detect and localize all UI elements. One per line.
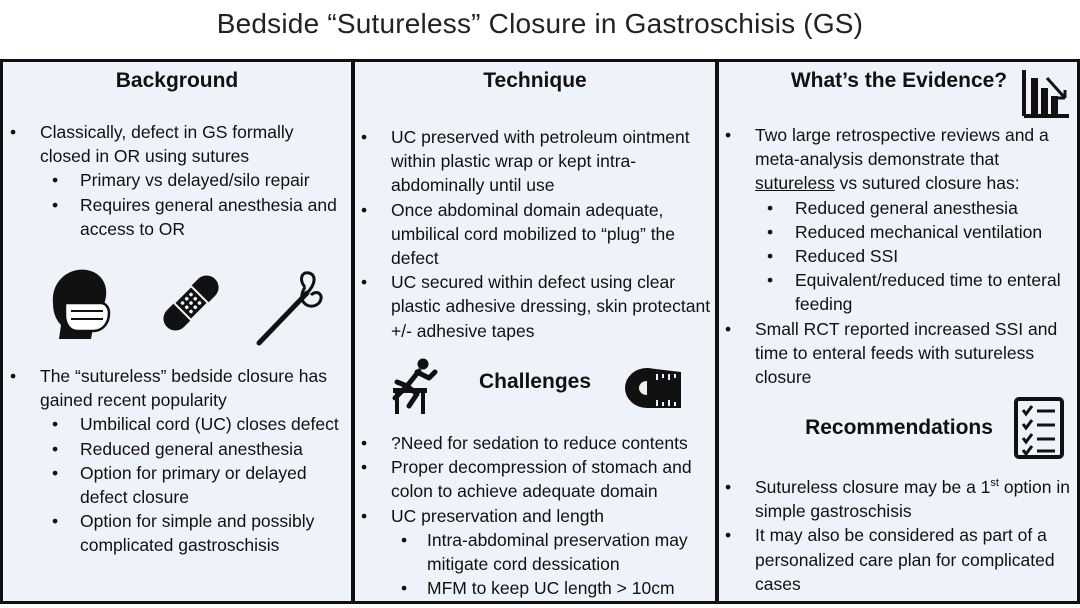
evidence-text: Two large retrospective reviews and a meta-analysis demonstrate that: [755, 125, 1049, 170]
hurdle-runner-icon: [389, 358, 439, 416]
list-item: • Once abdominal domain adequate, umbilical cord mobilized to “plug” the defect: [357, 198, 713, 271]
list-item: • UC secured within defect using clear plastic adhesive dressing, skin protectant +/- adhesive tapes: [357, 270, 713, 343]
list-item: • Intra-abdominal preservation may mitigate cord dessication: [357, 528, 717, 576]
sutureless-underlined: sutureless: [755, 173, 835, 194]
suture-needle-icon: [255, 267, 329, 347]
recommendations-heading: Recommendations: [805, 416, 993, 439]
list-item: • Umbilical cord (UC) closes defect: [6, 412, 350, 436]
evidence-heading: What’s the Evidence?: [790, 69, 1008, 92]
list-item: • Option for primary or delayed defect closure: [6, 461, 350, 509]
checklist-icon: [1013, 396, 1065, 460]
challenges-heading: Challenges: [478, 370, 592, 393]
list-item: • The “sutureless” bedside closure has gained recent popularity: [6, 364, 350, 412]
evidence-panel: [716, 59, 1080, 604]
background-panel: [0, 59, 354, 604]
list-item: • Reduced general anesthesia: [6, 437, 350, 461]
page-title: Bedside “Sutureless” Closure in Gastroschisis (GS): [216, 8, 864, 39]
list-item: • ?Need for sedation to reduce contents: [357, 431, 717, 455]
measuring-tape-icon: [623, 364, 685, 410]
list-item: • It may also be considered as part of a personalized care plan for complicated cases: [721, 523, 1073, 596]
list-item: • UC preservation and length: [357, 504, 717, 528]
list-item: • Reduced general anesthesia: [721, 196, 1073, 220]
technique-panel: [352, 59, 718, 604]
bandage-icon: [155, 267, 227, 339]
background-list-1: [6, 120, 346, 241]
rec-text: Sutureless closure may be a 1: [755, 477, 991, 497]
list-item: • Primary vs delayed/silo repair: [6, 168, 346, 192]
list-item: • Option for simple and possibly complicated gastroschisis: [6, 509, 350, 557]
list-item: • Proper decompression of stomach and colon to achieve adequate domain: [357, 455, 717, 503]
list-item: [721, 475, 1073, 523]
background-list-2: [6, 364, 350, 558]
background-heading: Background: [115, 69, 239, 92]
list-item: • Reduced SSI: [721, 244, 1073, 268]
list-item: • Reduced mechanical ventilation: [721, 220, 1073, 244]
list-item: • MFM to keep UC length > 10cm: [357, 576, 717, 600]
rec-text: option in simple gastroschisis: [755, 477, 1070, 522]
evidence-text: vs sutured closure has:: [834, 173, 1020, 194]
mask-face-icon: [47, 267, 113, 343]
list-item: • Small RCT reported increased SSI and time to enteral feeds with sutureless closure: [721, 317, 1073, 390]
rec-superscript: st: [990, 477, 999, 490]
technique-heading: Technique: [483, 69, 587, 92]
list-item: • UC preserved with petroleum ointment within plastic wrap or kept intra-abdominally until use: [357, 125, 713, 198]
recommendations-list: [721, 475, 1073, 596]
list-item: [721, 123, 1073, 196]
challenges-list: [357, 431, 717, 600]
evidence-list: [721, 123, 1073, 389]
list-item: • Equivalent/reduced time to enteral feeding: [721, 268, 1073, 316]
bar-chart-icon: [1021, 68, 1071, 120]
technique-list: [357, 125, 713, 343]
list-item: • Classically, defect in GS formally closed in OR using sutures: [6, 120, 346, 168]
list-item: • Requires general anesthesia and access to OR: [6, 193, 346, 241]
